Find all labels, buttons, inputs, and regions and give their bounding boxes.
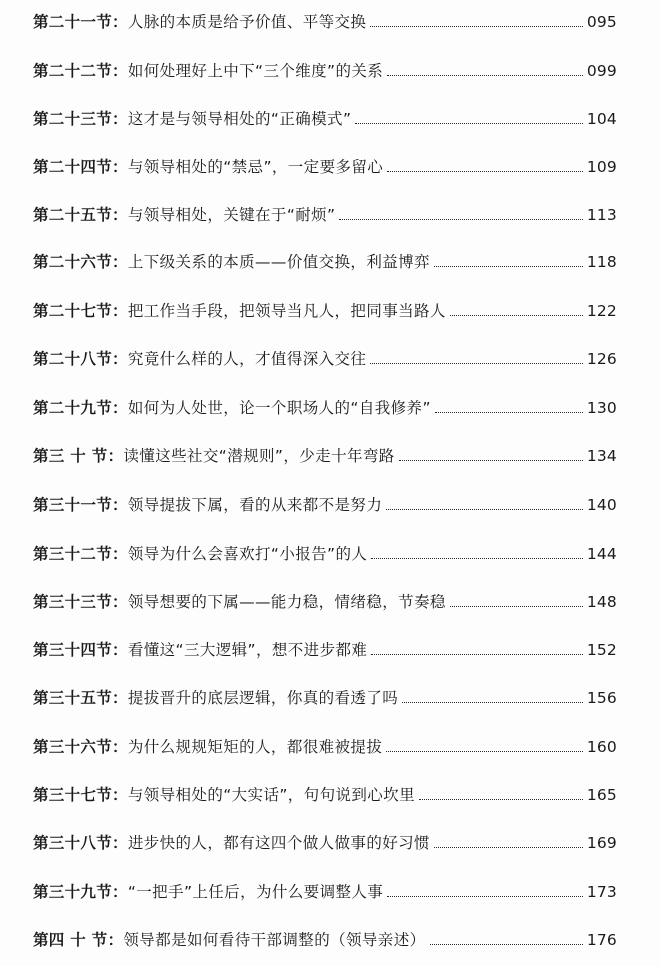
page-number: 126 bbox=[586, 350, 617, 368]
dot-leader bbox=[371, 558, 583, 559]
dot-leader bbox=[355, 123, 582, 124]
toc-entry[interactable] bbox=[33, 103, 617, 129]
section-number: 第三十一节： bbox=[33, 496, 128, 514]
toc-entry[interactable] bbox=[33, 343, 617, 369]
section-title: 领导为什么会喜欢打“小报告”的人 bbox=[127, 545, 368, 563]
dot-leader bbox=[371, 654, 583, 655]
section-title: 与领导相处，关键在于“耐烦” bbox=[127, 206, 336, 224]
section-title: 这才是与领导相处的“正确模式” bbox=[127, 110, 352, 128]
toc-entry[interactable] bbox=[33, 295, 617, 321]
section-number: 第三十六节： bbox=[33, 738, 128, 756]
section-title: 上下级关系的本质——价值交换，利益博弈 bbox=[127, 253, 430, 271]
section-number: 第二十五节： bbox=[33, 206, 128, 224]
section-number: 第三十二节： bbox=[33, 545, 128, 563]
section-number: 第三十四节： bbox=[33, 641, 128, 659]
dot-leader bbox=[402, 702, 583, 703]
toc-entry[interactable] bbox=[33, 6, 617, 32]
section-title: 看懂这“三大逻辑”，想不进步都难 bbox=[127, 641, 368, 659]
section-number: 第三十九节： bbox=[33, 883, 128, 901]
section-title: 如何处理好上中下“三个维度”的关系 bbox=[127, 62, 384, 80]
dot-leader bbox=[370, 26, 582, 27]
page-number: 113 bbox=[586, 206, 617, 224]
section-title: 领导都是如何看待干部调整的（领导亲述） bbox=[123, 931, 426, 949]
section-title: 把工作当手段，把领导当凡人，把同事当路人 bbox=[127, 302, 446, 320]
toc-entry[interactable] bbox=[33, 246, 617, 272]
section-number: 第三 十 节： bbox=[33, 447, 124, 465]
dot-leader bbox=[435, 412, 583, 413]
section-number: 第三十八节： bbox=[33, 834, 128, 852]
section-number: 第二十四节： bbox=[33, 158, 128, 176]
section-number: 第三十五节： bbox=[33, 689, 128, 707]
toc-entry[interactable] bbox=[33, 586, 617, 612]
section-number: 第二十三节： bbox=[33, 110, 128, 128]
section-number: 第三十三节： bbox=[33, 593, 128, 611]
toc-entry[interactable] bbox=[33, 538, 617, 564]
section-title: 进步快的人，都有这四个做人做事的好习惯 bbox=[127, 834, 430, 852]
dot-leader bbox=[450, 606, 583, 607]
section-title: 领导想要的下属——能力稳，情绪稳，节奏稳 bbox=[127, 593, 446, 611]
section-number: 第二十六节： bbox=[33, 253, 128, 271]
toc-entry[interactable] bbox=[33, 392, 617, 418]
dot-leader bbox=[419, 799, 583, 800]
page-number: 099 bbox=[586, 62, 617, 80]
section-number: 第二十八节： bbox=[33, 350, 128, 368]
dot-leader bbox=[387, 75, 583, 76]
section-title: 究竟什么样的人，才值得深入交往 bbox=[127, 350, 367, 368]
section-number: 第二十二节： bbox=[33, 62, 128, 80]
section-title: 与领导相处的“大实话”，句句说到心坎里 bbox=[127, 786, 415, 804]
section-title: 人脉的本质是给予价值、平等交换 bbox=[127, 13, 367, 31]
page-number: 130 bbox=[586, 399, 617, 417]
section-number: 第三十七节： bbox=[33, 786, 128, 804]
section-title: 提拔晋升的底层逻辑，你真的看透了吗 bbox=[127, 689, 399, 707]
toc-entry[interactable] bbox=[33, 489, 617, 515]
toc-entry[interactable] bbox=[33, 827, 617, 853]
page-number: 169 bbox=[586, 834, 617, 852]
page-number: 118 bbox=[586, 253, 617, 271]
page-number: 140 bbox=[586, 496, 617, 514]
dot-leader bbox=[434, 266, 583, 267]
dot-leader bbox=[450, 315, 583, 316]
toc-entry[interactable] bbox=[33, 779, 617, 805]
toc-entry[interactable] bbox=[33, 876, 617, 902]
page-number: 144 bbox=[586, 545, 617, 563]
page-number: 165 bbox=[586, 786, 617, 804]
dot-leader bbox=[370, 363, 582, 364]
section-title: 与领导相处的“禁忌”，一定要多留心 bbox=[127, 158, 384, 176]
toc-entry[interactable] bbox=[33, 151, 617, 177]
toc-entry[interactable] bbox=[33, 199, 617, 225]
dot-leader bbox=[399, 460, 583, 461]
page-number: 176 bbox=[586, 931, 617, 949]
page-number: 095 bbox=[586, 13, 617, 31]
toc-entry[interactable] bbox=[33, 55, 617, 81]
dot-leader bbox=[386, 509, 583, 510]
dot-leader bbox=[339, 219, 582, 220]
page-number: 152 bbox=[586, 641, 617, 659]
section-number: 第四 十 节： bbox=[33, 931, 124, 949]
section-title: 为什么规规矩矩的人，都很难被提拔 bbox=[127, 738, 383, 756]
dot-leader bbox=[434, 847, 583, 848]
page-number: 156 bbox=[586, 689, 617, 707]
page-number: 104 bbox=[586, 110, 617, 128]
page-number: 160 bbox=[586, 738, 617, 756]
page-number: 109 bbox=[586, 158, 617, 176]
section-title: 读懂这些社交“潜规则”，少走十年弯路 bbox=[123, 447, 395, 465]
section-number: 第二十一节： bbox=[33, 13, 128, 31]
dot-leader bbox=[386, 751, 583, 752]
page-number: 173 bbox=[586, 883, 617, 901]
toc-entry[interactable] bbox=[33, 731, 617, 757]
dot-leader bbox=[387, 171, 583, 172]
toc-entry[interactable] bbox=[33, 682, 617, 708]
toc-entry[interactable] bbox=[33, 440, 617, 466]
page-number: 148 bbox=[586, 593, 617, 611]
section-title: 领导提拔下属，看的从来都不是努力 bbox=[127, 496, 383, 514]
dot-leader bbox=[430, 944, 583, 945]
section-number: 第二十九节： bbox=[33, 399, 128, 417]
page-number: 134 bbox=[586, 447, 617, 465]
page-number: 122 bbox=[586, 302, 617, 320]
section-title: 如何为人处世，论一个职场人的“自我修养” bbox=[127, 399, 431, 417]
dot-leader bbox=[387, 896, 583, 897]
section-number: 第二十七节： bbox=[33, 302, 128, 320]
section-title: “一把手”上任后，为什么要调整人事 bbox=[127, 883, 384, 901]
toc-entry[interactable] bbox=[33, 634, 617, 660]
toc-entry[interactable] bbox=[33, 924, 617, 950]
